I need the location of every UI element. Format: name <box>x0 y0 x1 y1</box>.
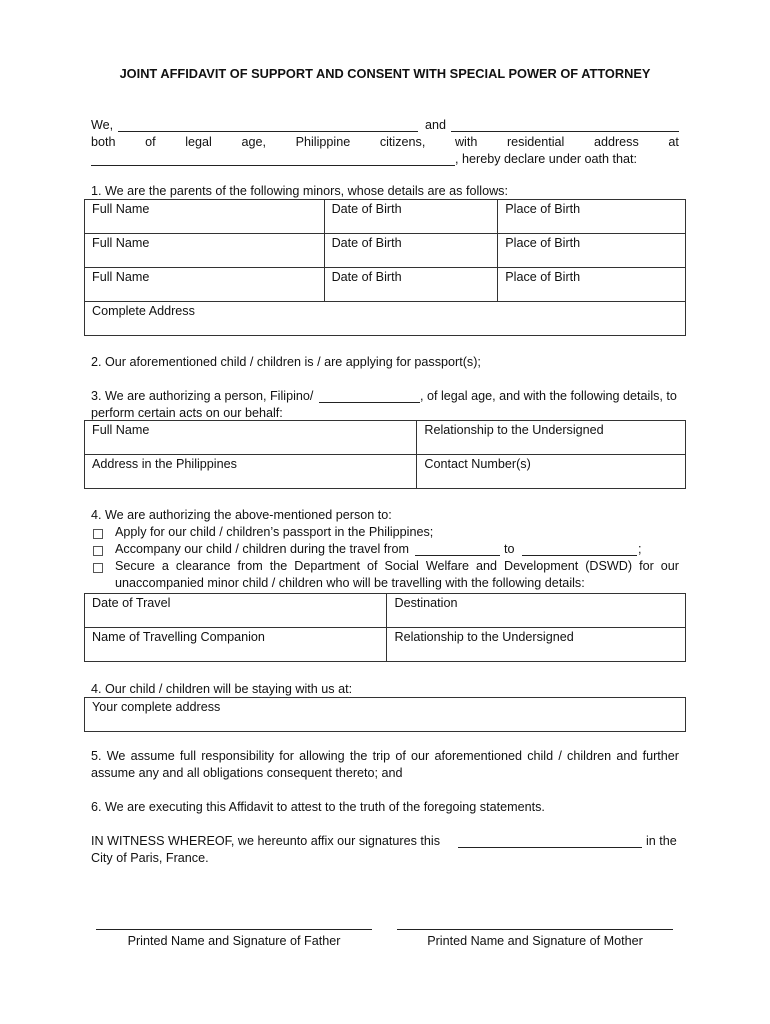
staying-address-table <box>84 697 686 732</box>
section-4-text: 4. We are authorizing the above-mentioned person to: <box>91 508 392 522</box>
section-1-text: 1. We are the parents of the following minors, whose details are as follows: <box>91 184 508 198</box>
section-4b-text: 4. Our child / children will be staying with us at: <box>91 682 353 696</box>
option-accompany-label: Accompany our child / children during the travel from <box>115 542 409 556</box>
section-5-text <box>91 748 679 782</box>
table-row <box>85 455 686 489</box>
intro-line-2 <box>91 135 679 149</box>
complete-address-field[interactable]: Complete Address <box>85 302 686 336</box>
father-signature-line[interactable] <box>96 929 372 930</box>
full-name-field[interactable]: Full Name <box>85 268 325 302</box>
checkbox-dswd[interactable] <box>93 563 103 573</box>
intro-and-label: and <box>425 118 447 132</box>
place-of-birth-field[interactable]: Place of Birth <box>498 268 686 302</box>
intro-word: Philippine <box>295 135 351 149</box>
intro-declare-text: , hereby declare under oath that: <box>455 152 638 166</box>
option-accompany-to: to <box>504 542 515 556</box>
witness-city-text: City of Paris, France. <box>91 851 209 865</box>
section-3-text-c: perform certain acts on our behalf: <box>91 406 283 420</box>
witness-text-a: IN WITNESS WHEREOF, we hereunto affix our signatures this <box>91 834 441 848</box>
option-passport <box>93 525 683 542</box>
place-of-birth-field[interactable]: Place of Birth <box>498 234 686 268</box>
table-row <box>85 268 686 302</box>
witness-text-b: in the <box>646 834 677 848</box>
intro-we-label: We, <box>91 118 114 132</box>
travelling-companion-field[interactable]: Name of Travelling Companion <box>85 628 387 662</box>
section-5-line-1: 5. We assume full responsibility for allowing the trip of our aforementioned child / children and further <box>91 749 679 763</box>
nationality-blank[interactable] <box>319 402 420 403</box>
table-row <box>85 234 686 268</box>
full-name-field[interactable]: Full Name <box>85 234 325 268</box>
authorized-full-name-field[interactable]: Full Name <box>85 421 417 455</box>
intro-word: age, <box>241 135 266 149</box>
intro-word: address <box>593 135 639 149</box>
minors-table <box>84 199 686 336</box>
address-blank[interactable] <box>91 165 455 166</box>
checkbox-passport[interactable] <box>93 529 103 539</box>
intro-word: both <box>91 135 116 149</box>
place-of-birth-field[interactable]: Place of Birth <box>498 200 686 234</box>
table-row <box>85 594 686 628</box>
option-dswd-line-2: unaccompanied minor child / children who will be travelling with the following details: <box>115 576 585 590</box>
date-of-birth-field[interactable]: Date of Birth <box>324 234 498 268</box>
intro-word: citizens, <box>379 135 426 149</box>
authorized-person-table <box>84 420 686 489</box>
table-row <box>85 302 686 336</box>
section-3-text-b: , of legal age, and with the following details, to <box>420 389 677 403</box>
your-complete-address-field[interactable]: Your complete address <box>85 698 686 732</box>
travel-to-blank[interactable] <box>522 555 637 556</box>
option-passport-label: Apply for our child / children’s passport in the Philippines; <box>115 525 434 539</box>
contact-number-field[interactable]: Contact Number(s) <box>417 455 686 489</box>
mother-signature-line[interactable] <box>397 929 673 930</box>
full-name-field[interactable]: Full Name <box>85 200 325 234</box>
option-accompany <box>93 542 683 559</box>
travel-from-blank[interactable] <box>415 555 500 556</box>
section-3-text-a: 3. We are authorizing a person, Filipino/ <box>91 389 314 403</box>
date-of-birth-field[interactable]: Date of Birth <box>324 200 498 234</box>
address-philippines-field[interactable]: Address in the Philippines <box>85 455 417 489</box>
intro-word: residential <box>506 135 565 149</box>
mother-signature-label: Printed Name and Signature of Mother <box>427 934 643 948</box>
document-title: JOINT AFFIDAVIT OF SUPPORT AND CONSENT WITH SPECIAL POWER OF ATTORNEY <box>119 66 651 81</box>
travel-details-table <box>84 593 686 662</box>
table-row <box>85 628 686 662</box>
table-row <box>85 200 686 234</box>
checkbox-accompany[interactable] <box>93 546 103 556</box>
date-of-birth-field[interactable]: Date of Birth <box>324 268 498 302</box>
companion-relationship-field[interactable]: Relationship to the Undersigned <box>387 628 686 662</box>
relationship-field[interactable]: Relationship to the Undersigned <box>417 421 686 455</box>
destination-field[interactable]: Destination <box>387 594 686 628</box>
table-row <box>85 698 686 732</box>
option-dswd-line-1: Secure a clearance from the Department of Social Welfare and Development (DSWD) for our <box>115 559 679 573</box>
father-signature-label: Printed Name and Signature of Father <box>127 934 341 948</box>
father-name-blank[interactable] <box>118 131 418 132</box>
date-of-travel-field[interactable]: Date of Travel <box>85 594 387 628</box>
section-6-text: 6. We are executing this Affidavit to attest to the truth of the foregoing statements. <box>91 800 545 814</box>
mother-name-blank[interactable] <box>451 131 679 132</box>
signature-date-blank[interactable] <box>458 847 642 848</box>
intro-word: with <box>454 135 478 149</box>
intro-word: at <box>668 135 679 149</box>
option-accompany-end: ; <box>638 542 642 556</box>
option-dswd <box>93 559 683 593</box>
intro-word: of <box>145 135 156 149</box>
section-5-line-2: assume any and all obligations consequent thereto; and <box>91 766 403 780</box>
intro-word: legal <box>185 135 212 149</box>
table-row <box>85 421 686 455</box>
section-2-text: 2. Our aforementioned child / children is / are applying for passport(s); <box>91 355 481 369</box>
